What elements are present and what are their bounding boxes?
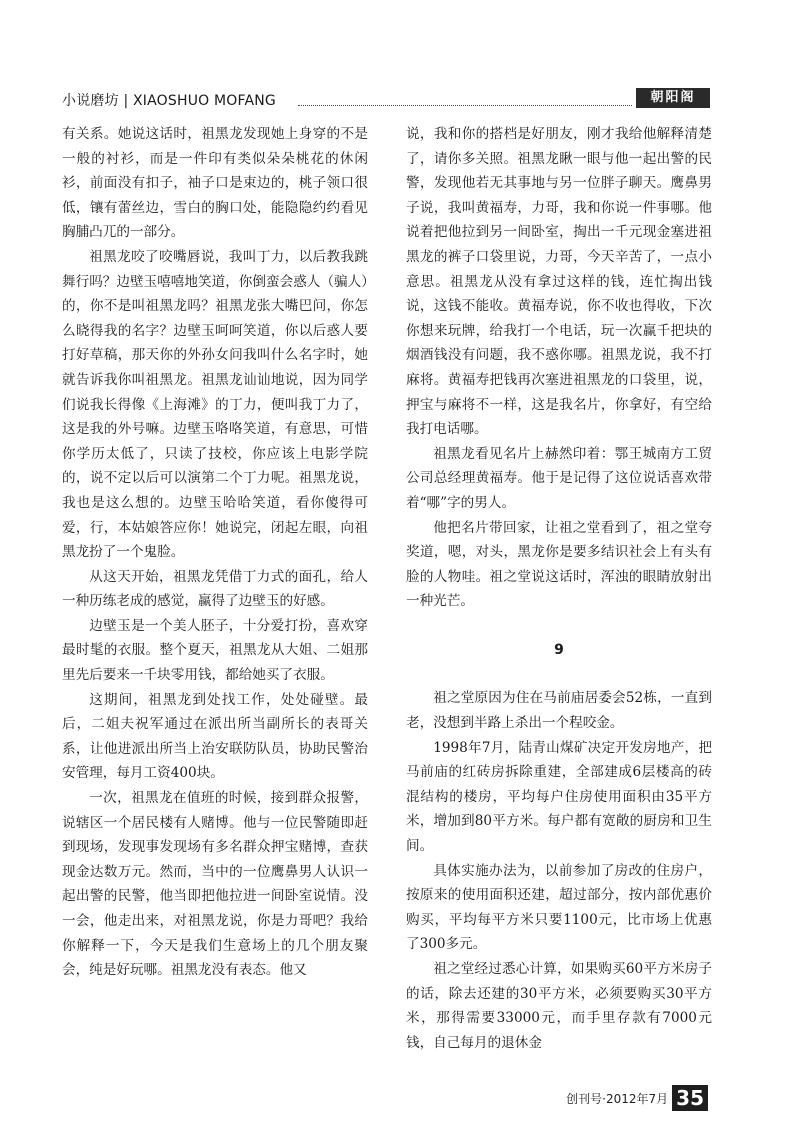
paragraph: 他把名片带回家，让祖之堂看到了，祖之堂夸奖道，嗯，对头，黑龙你是要多结识社会上有头有脸的人物哇。祖之堂说这话时，浑浊的眼睛放射出一种光芒。 — [406, 519, 712, 610]
page-header — [62, 88, 710, 110]
paragraph: 祖黑龙看见名片上赫然印着：鄂王城南方工贸公司总经理黄福寿。他于是记得了这位说话喜欢带着“哪”字的男人。 — [406, 445, 712, 511]
paragraph: 一次，祖黑龙在值班的时候，接到群众报警，说辖区一个居民楼有人赌博。他与一位民警随即赶到现场，发现事发现场有多名群众押宝赌博，查获现金达数万元。然而，当中的一位鹰鼻男人认识一起出警的民警，他当即把他拉进一间卧室说情。没一会，他走出来，对祖黑龙说，你是力哥吧？我给你解释一下，今天是我们生意场上的几个朋友聚会，纯是好玩哪。祖黑龙没有表态。他又 — [62, 790, 368, 979]
paragraph: 从这天开始，祖黑龙凭借丁力式的面孔，给人一种历练老成的感觉，赢得了边壁玉的好感。 — [62, 568, 368, 610]
paragraph: 说，我和你的搭档是好朋友，刚才我给他解释清楚了，请你多关照。祖黑龙瞅一眼与他一起出警的民警，发现他若无其事地与另一位胖子聊天。鹰鼻男子说，我叫黄福寿，力哥，我和你说一件事哪。他说着把他拉到另一间卧室，掏出一千元现金塞进祖黑龙的裤子口袋里说，力哥，今天辛苦了，一点小意思。祖黑龙从没有拿过这样的钱，连忙掏出钱说，这钱不能收。黄福寿说，你不收也得收，下次你想来玩牌，给我打一个电话，玩一次赢千把块的烟酒钱没有问题，我不惑你哪。祖黑龙说，我不打麻将。黄福寿把钱再次塞进祖黑龙的口袋里，说，押宝与麻将不一样，这是我名片，你拿好，有空给我打电话哪。 — [406, 126, 712, 438]
paragraph: 祖黑龙咬了咬嘴唇说，我叫丁力，以后教我跳舞行吗？边壁玉嘻嘻地笑道，你倒蛮会惑人（骗人）的，你不是叫祖黑龙吗？祖黑龙张大嘴巴问，你怎么晓得我的名字？边壁玉呵呵笑道，你以后惑人要打好草稿，那天你的外孙女问我叫什么名字时，她就告诉我你叫祖黑龙。祖黑龙讪讪地说，因为同学们说我长得像《上海滩》的丁力，便叫我丁力了，这是我的外号嘛。边壁玉咯咯笑道，有意思，可惜你学历太低了，只读了技校，你应该上电影学院的，说不定以后可以演第二个丁力呢。祖黑龙说，我也是这么想的。边壁玉哈哈笑道，看你傻得可爱，行，本姑娘答应你！她说完，闭起左眼，向祖黑龙扮了一个鬼脸。 — [62, 248, 368, 561]
page-number: 35 — [672, 1085, 708, 1111]
paragraph: 1998年7月，陆青山煤矿决定开发房地产，把马前庙的红砖房拆除重建，全部建成6层楼高的砖混结构的楼房，平均每户住房使用面积由35平方米，增加到80平方米。每户都有宽敞的厨房和卫生间。 — [406, 739, 712, 855]
column-badge: 朝阳阁 — [636, 88, 710, 108]
left-text-column — [62, 122, 368, 983]
paragraph: 具体实施办法为，以前参加了房改的住房户，按原来的使用面积还建，超过部分，按内部优惠价购买，平均每平方米只要1100元，比市场上优惠了300多元。 — [406, 862, 712, 953]
section-label: 小说磨坊 | XIAOSHUO MOFANG — [62, 93, 276, 109]
paragraph: 这期间，祖黑龙到处找工作，处处碰壁。最后，二姐夫祝军通过在派出所当副所长的表哥关系，让他进派出所当上治安联防队员，协助民警治安管理，每月工资400块。 — [62, 691, 368, 782]
paragraph: 祖之堂经过悉心计算，如果购买60平方米房子的话，除去还建的30平方米，必须要购买30平方米，那得需要33000元，而手里存款有7000元钱，自己每月的退休金 — [406, 961, 712, 1051]
right-text-column — [406, 122, 712, 1055]
paragraph: 祖之堂原因为住在马前庙居委会52栋，一直到老，没想到半路上杀出一个程咬金。 — [406, 690, 712, 732]
issue-info: 创刊号·2012年7月 — [566, 1091, 669, 1106]
section-number: 9 — [554, 641, 564, 658]
paragraph: 有关系。她说这话时，祖黑龙发现她上身穿的不是一般的衬衫，而是一件印有类似朵朵桃花的休闲衫，前面没有扣子，袖子口是束边的，桃子领口很低，镶有蕾丝边，雪白的胸口处，能隐隐约约看见胸脯凸兀的一部分。 — [62, 126, 368, 241]
header-dotted-rule — [298, 105, 632, 106]
paragraph: 边壁玉是一个美人胚子，十分爱打扮，喜欢穿最时髦的衣服。整个夏天，祖黑龙从大姐、二姐那里先后要来一千块零用钱，都给她买了衣服。 — [62, 617, 368, 684]
page-footer — [566, 1084, 708, 1112]
